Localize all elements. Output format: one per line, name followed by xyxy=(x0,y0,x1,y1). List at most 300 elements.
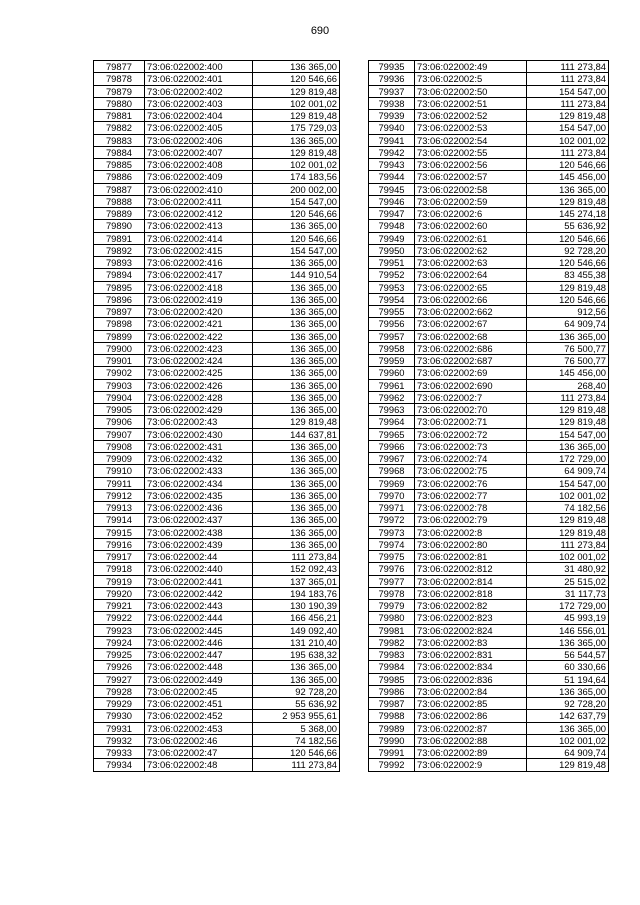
value-cell: 129 819,48 xyxy=(527,404,609,416)
cadastral-number-cell: 73:06:022002:407 xyxy=(145,146,253,158)
row-number-cell: 79924 xyxy=(94,636,145,648)
cadastral-number-cell: 73:06:022002:812 xyxy=(415,563,527,575)
cadastral-number-cell: 73:06:022002:49 xyxy=(415,61,527,73)
cadastral-number-cell: 73:06:022002:442 xyxy=(145,587,253,599)
row-number-cell: 79920 xyxy=(94,587,145,599)
row-number-cell: 79956 xyxy=(369,318,415,330)
row-number-cell: 79940 xyxy=(369,122,415,134)
table-row xyxy=(369,171,609,183)
cadastral-number-cell: 73:06:022002:89 xyxy=(415,747,527,759)
row-number-cell: 79910 xyxy=(94,465,145,477)
value-cell: 102 001,02 xyxy=(527,734,609,746)
row-number-cell: 79913 xyxy=(94,502,145,514)
cadastral-number-cell: 73:06:022002:425 xyxy=(145,367,253,379)
cadastral-number-cell: 73:06:022002:419 xyxy=(145,293,253,305)
row-number-cell: 79921 xyxy=(94,600,145,612)
table-row xyxy=(94,306,340,318)
row-number-cell: 79952 xyxy=(369,269,415,281)
value-cell: 60 330,66 xyxy=(527,661,609,673)
value-cell: 120 546,66 xyxy=(527,293,609,305)
cadastral-number-cell: 73:06:022002:403 xyxy=(145,97,253,109)
cadastral-number-cell: 73:06:022002:823 xyxy=(415,612,527,624)
table-row xyxy=(369,269,609,281)
value-cell: 136 365,00 xyxy=(527,183,609,195)
value-cell: 129 819,48 xyxy=(527,514,609,526)
table-row xyxy=(94,97,340,109)
table-row xyxy=(369,759,609,771)
row-number-cell: 79943 xyxy=(369,159,415,171)
row-number-cell: 79985 xyxy=(369,673,415,685)
cadastral-number-cell: 73:06:022002:437 xyxy=(145,514,253,526)
row-number-cell: 79987 xyxy=(369,698,415,710)
row-number-cell: 79976 xyxy=(369,563,415,575)
value-cell: 129 819,48 xyxy=(527,281,609,293)
cadastral-number-cell: 73:06:022002:836 xyxy=(415,673,527,685)
row-number-cell: 79949 xyxy=(369,232,415,244)
table-row xyxy=(369,330,609,342)
table-row xyxy=(369,428,609,440)
table-row xyxy=(369,232,609,244)
table-row xyxy=(94,171,340,183)
row-number-cell: 79953 xyxy=(369,281,415,293)
cadastral-number-cell: 73:06:022002:434 xyxy=(145,477,253,489)
value-cell: 74 182,56 xyxy=(527,502,609,514)
value-cell: 5 368,00 xyxy=(253,722,340,734)
table-row xyxy=(94,379,340,391)
cadastral-number-cell: 73:06:022002:422 xyxy=(145,330,253,342)
row-number-cell: 79886 xyxy=(94,171,145,183)
row-number-cell: 79969 xyxy=(369,477,415,489)
table-row xyxy=(94,563,340,575)
value-cell: 92 728,20 xyxy=(527,244,609,256)
table-row xyxy=(94,649,340,661)
value-cell: 136 365,00 xyxy=(253,330,340,342)
table-row xyxy=(94,600,340,612)
cadastral-number-cell: 73:06:022002:63 xyxy=(415,257,527,269)
row-number-cell: 79879 xyxy=(94,85,145,97)
row-number-cell: 79974 xyxy=(369,538,415,550)
cadastral-number-cell: 73:06:022002:414 xyxy=(145,232,253,244)
cadastral-number-cell: 73:06:022002:81 xyxy=(415,551,527,563)
cadastral-number-cell: 73:06:022002:409 xyxy=(145,171,253,183)
cadastral-number-cell: 73:06:022002:686 xyxy=(415,342,527,354)
table-row xyxy=(94,551,340,563)
value-cell: 136 365,00 xyxy=(253,538,340,550)
cadastral-number-cell: 73:06:022002:448 xyxy=(145,661,253,673)
cadastral-number-cell: 73:06:022002:75 xyxy=(415,465,527,477)
row-number-cell: 79918 xyxy=(94,563,145,575)
value-cell: 74 182,56 xyxy=(253,734,340,746)
cadastral-number-cell: 73:06:022002:50 xyxy=(415,85,527,97)
cadastral-number-cell: 73:06:022002:60 xyxy=(415,220,527,232)
cadastral-number-cell: 73:06:022002:48 xyxy=(145,759,253,771)
value-cell: 172 729,00 xyxy=(527,600,609,612)
table-row xyxy=(94,722,340,734)
value-cell: 111 273,84 xyxy=(253,759,340,771)
table-row xyxy=(94,195,340,207)
value-cell: 129 819,48 xyxy=(527,195,609,207)
cadastral-number-cell: 73:06:022002:68 xyxy=(415,330,527,342)
value-cell: 142 637,79 xyxy=(527,710,609,722)
table-row xyxy=(94,526,340,538)
table-row xyxy=(369,612,609,624)
table-row xyxy=(94,391,340,403)
table-row xyxy=(369,122,609,134)
row-number-cell: 79884 xyxy=(94,146,145,158)
value-cell: 136 365,00 xyxy=(253,502,340,514)
row-number-cell: 79919 xyxy=(94,575,145,587)
row-number-cell: 79936 xyxy=(369,73,415,85)
cadastral-number-cell: 73:06:022002:426 xyxy=(145,379,253,391)
cadastral-number-cell: 73:06:022002:87 xyxy=(415,722,527,734)
value-cell: 31 117,73 xyxy=(527,587,609,599)
cadastral-number-cell: 73:06:022002:65 xyxy=(415,281,527,293)
table-row xyxy=(369,183,609,195)
cadastral-number-cell: 73:06:022002:416 xyxy=(145,257,253,269)
value-cell: 76 500,77 xyxy=(527,342,609,354)
table-row xyxy=(369,73,609,85)
cadastral-number-cell: 73:06:022002:814 xyxy=(415,575,527,587)
table-row xyxy=(94,502,340,514)
value-cell: 136 365,00 xyxy=(253,465,340,477)
page-number: 690 xyxy=(310,25,330,37)
value-cell: 120 546,66 xyxy=(527,232,609,244)
value-cell: 129 819,48 xyxy=(527,526,609,538)
value-cell: 129 819,48 xyxy=(527,416,609,428)
cadastral-number-cell: 73:06:022002:51 xyxy=(415,97,527,109)
value-cell: 136 365,00 xyxy=(527,440,609,452)
table-row xyxy=(94,514,340,526)
cadastral-number-cell: 73:06:022002:446 xyxy=(145,636,253,648)
row-number-cell: 79962 xyxy=(369,391,415,403)
row-number-cell: 79934 xyxy=(94,759,145,771)
row-number-cell: 79932 xyxy=(94,734,145,746)
value-cell: 136 365,00 xyxy=(253,477,340,489)
value-cell: 131 210,40 xyxy=(253,636,340,648)
cadastral-number-cell: 73:06:022002:424 xyxy=(145,355,253,367)
table-row xyxy=(369,134,609,146)
value-cell: 136 365,00 xyxy=(253,134,340,146)
row-number-cell: 79916 xyxy=(94,538,145,550)
cadastral-number-cell: 73:06:022002:76 xyxy=(415,477,527,489)
cadastral-number-cell: 73:06:022002:80 xyxy=(415,538,527,550)
row-number-cell: 79911 xyxy=(94,477,145,489)
cadastral-number-cell: 73:06:022002:410 xyxy=(145,183,253,195)
row-number-cell: 79977 xyxy=(369,575,415,587)
table-row xyxy=(94,110,340,122)
row-number-cell: 79990 xyxy=(369,734,415,746)
cadastral-number-cell: 73:06:022002:662 xyxy=(415,306,527,318)
value-cell: 137 365,01 xyxy=(253,575,340,587)
value-cell: 120 546,66 xyxy=(527,257,609,269)
row-number-cell: 79944 xyxy=(369,171,415,183)
value-cell: 120 546,66 xyxy=(253,747,340,759)
table-row xyxy=(94,73,340,85)
table-row xyxy=(369,220,609,232)
cadastral-number-cell: 73:06:022002:411 xyxy=(145,195,253,207)
row-number-cell: 79941 xyxy=(369,134,415,146)
table-row xyxy=(94,269,340,281)
row-number-cell: 79915 xyxy=(94,526,145,538)
row-number-cell: 79931 xyxy=(94,722,145,734)
value-cell: 912,56 xyxy=(527,306,609,318)
table-row xyxy=(94,342,340,354)
cadastral-number-cell: 73:06:022002:43 xyxy=(145,416,253,428)
table-row xyxy=(369,379,609,391)
cadastral-number-cell: 73:06:022002:452 xyxy=(145,710,253,722)
row-number-cell: 79964 xyxy=(369,416,415,428)
table-row xyxy=(94,232,340,244)
cadastral-number-cell: 73:06:022002:441 xyxy=(145,575,253,587)
table-row xyxy=(369,526,609,538)
value-cell: 136 365,00 xyxy=(253,391,340,403)
value-cell: 166 456,21 xyxy=(253,612,340,624)
table-row xyxy=(94,244,340,256)
row-number-cell: 79959 xyxy=(369,355,415,367)
table-row xyxy=(94,734,340,746)
cadastral-number-cell: 73:06:022002:83 xyxy=(415,636,527,648)
cadastral-number-cell: 73:06:022002:413 xyxy=(145,220,253,232)
cadastral-number-cell: 73:06:022002:66 xyxy=(415,293,527,305)
cadastral-number-cell: 73:06:022002:433 xyxy=(145,465,253,477)
value-cell: 25 515,02 xyxy=(527,575,609,587)
row-number-cell: 79968 xyxy=(369,465,415,477)
table-row xyxy=(369,661,609,673)
value-cell: 136 365,00 xyxy=(253,257,340,269)
table-row xyxy=(369,416,609,428)
cadastral-number-cell: 73:06:022002:70 xyxy=(415,404,527,416)
value-cell: 64 909,74 xyxy=(527,465,609,477)
value-cell: 136 365,00 xyxy=(527,722,609,734)
value-cell: 154 547,00 xyxy=(527,85,609,97)
cadastral-number-cell: 73:06:022002:818 xyxy=(415,587,527,599)
table-row xyxy=(369,208,609,220)
table-row xyxy=(369,685,609,697)
row-number-cell: 79890 xyxy=(94,220,145,232)
cadastral-number-cell: 73:06:022002:438 xyxy=(145,526,253,538)
row-number-cell: 79933 xyxy=(94,747,145,759)
table-row xyxy=(94,661,340,673)
right-table xyxy=(368,60,609,772)
row-number-cell: 79878 xyxy=(94,73,145,85)
row-number-cell: 79927 xyxy=(94,673,145,685)
value-cell: 145 456,00 xyxy=(527,367,609,379)
value-cell: 136 365,00 xyxy=(253,281,340,293)
row-number-cell: 79896 xyxy=(94,293,145,305)
row-number-cell: 79908 xyxy=(94,440,145,452)
cadastral-number-cell: 73:06:022002:831 xyxy=(415,649,527,661)
row-number-cell: 79961 xyxy=(369,379,415,391)
value-cell: 111 273,84 xyxy=(527,538,609,550)
row-number-cell: 79900 xyxy=(94,342,145,354)
value-cell: 129 819,48 xyxy=(253,85,340,97)
cadastral-number-cell: 73:06:022002:58 xyxy=(415,183,527,195)
cadastral-number-cell: 73:06:022002:8 xyxy=(415,526,527,538)
value-cell: 136 365,00 xyxy=(253,355,340,367)
cadastral-number-cell: 73:06:022002:447 xyxy=(145,649,253,661)
value-cell: 31 480,92 xyxy=(527,563,609,575)
row-number-cell: 79914 xyxy=(94,514,145,526)
row-number-cell: 79957 xyxy=(369,330,415,342)
cadastral-number-cell: 73:06:022002:436 xyxy=(145,502,253,514)
table-row xyxy=(94,281,340,293)
cadastral-number-cell: 73:06:022002:440 xyxy=(145,563,253,575)
cadastral-number-cell: 73:06:022002:824 xyxy=(415,624,527,636)
value-cell: 154 547,00 xyxy=(527,477,609,489)
table-row xyxy=(94,208,340,220)
value-cell: 136 365,00 xyxy=(253,404,340,416)
table-row xyxy=(94,747,340,759)
value-cell: 120 546,66 xyxy=(253,208,340,220)
table-row xyxy=(369,587,609,599)
value-cell: 145 456,00 xyxy=(527,171,609,183)
table-row xyxy=(94,453,340,465)
cadastral-number-cell: 73:06:022002:6 xyxy=(415,208,527,220)
row-number-cell: 79966 xyxy=(369,440,415,452)
cadastral-number-cell: 73:06:022002:449 xyxy=(145,673,253,685)
row-number-cell: 79942 xyxy=(369,146,415,158)
table-row xyxy=(369,318,609,330)
table-row xyxy=(94,759,340,771)
table-row xyxy=(369,575,609,587)
value-cell: 55 636,92 xyxy=(253,698,340,710)
table-row xyxy=(94,293,340,305)
row-number-cell: 79970 xyxy=(369,489,415,501)
value-cell: 200 002,00 xyxy=(253,183,340,195)
row-number-cell: 79901 xyxy=(94,355,145,367)
table-row xyxy=(94,220,340,232)
row-number-cell: 79912 xyxy=(94,489,145,501)
row-number-cell: 79935 xyxy=(369,61,415,73)
table-row xyxy=(369,355,609,367)
cadastral-number-cell: 73:06:022002:451 xyxy=(145,698,253,710)
row-number-cell: 79948 xyxy=(369,220,415,232)
value-cell: 136 365,00 xyxy=(253,440,340,452)
row-number-cell: 79982 xyxy=(369,636,415,648)
row-number-cell: 79880 xyxy=(94,97,145,109)
row-number-cell: 79975 xyxy=(369,551,415,563)
table-row xyxy=(369,551,609,563)
table-row xyxy=(94,404,340,416)
value-cell: 136 365,00 xyxy=(253,514,340,526)
cadastral-number-cell: 73:06:022002:423 xyxy=(145,342,253,354)
value-cell: 195 638,32 xyxy=(253,649,340,661)
table-row xyxy=(369,563,609,575)
value-cell: 83 455,38 xyxy=(527,269,609,281)
value-cell: 111 273,84 xyxy=(527,73,609,85)
cadastral-number-cell: 73:06:022002:401 xyxy=(145,73,253,85)
value-cell: 120 546,66 xyxy=(253,232,340,244)
value-cell: 136 365,00 xyxy=(253,379,340,391)
table-row xyxy=(94,318,340,330)
cadastral-number-cell: 73:06:022002:71 xyxy=(415,416,527,428)
cadastral-number-cell: 73:06:022002:62 xyxy=(415,244,527,256)
cadastral-number-cell: 73:06:022002:443 xyxy=(145,600,253,612)
table-row xyxy=(369,61,609,73)
table-row xyxy=(369,465,609,477)
cadastral-number-cell: 73:06:022002:9 xyxy=(415,759,527,771)
cadastral-number-cell: 73:06:022002:44 xyxy=(145,551,253,563)
row-number-cell: 79883 xyxy=(94,134,145,146)
row-number-cell: 79992 xyxy=(369,759,415,771)
value-cell: 136 365,00 xyxy=(253,453,340,465)
value-cell: 76 500,77 xyxy=(527,355,609,367)
table-row xyxy=(94,367,340,379)
table-row xyxy=(369,489,609,501)
value-cell: 136 365,00 xyxy=(253,367,340,379)
cadastral-number-cell: 73:06:022002:69 xyxy=(415,367,527,379)
table-row xyxy=(94,636,340,648)
cadastral-number-cell: 73:06:022002:5 xyxy=(415,73,527,85)
table-row xyxy=(94,257,340,269)
value-cell: 102 001,02 xyxy=(527,134,609,146)
row-number-cell: 79923 xyxy=(94,624,145,636)
value-cell: 102 001,02 xyxy=(253,159,340,171)
cadastral-number-cell: 73:06:022002:406 xyxy=(145,134,253,146)
value-cell: 136 365,00 xyxy=(527,636,609,648)
table-row xyxy=(94,587,340,599)
value-cell: 154 547,00 xyxy=(253,244,340,256)
row-number-cell: 79945 xyxy=(369,183,415,195)
row-number-cell: 79947 xyxy=(369,208,415,220)
value-cell: 102 001,02 xyxy=(253,97,340,109)
cadastral-number-cell: 73:06:022002:418 xyxy=(145,281,253,293)
cadastral-number-cell: 73:06:022002:77 xyxy=(415,489,527,501)
table-row xyxy=(369,673,609,685)
value-cell: 129 819,48 xyxy=(253,416,340,428)
cadastral-number-cell: 73:06:022002:82 xyxy=(415,600,527,612)
row-number-cell: 79930 xyxy=(94,710,145,722)
row-number-cell: 79937 xyxy=(369,85,415,97)
cadastral-number-cell: 73:06:022002:84 xyxy=(415,685,527,697)
value-cell: 129 819,48 xyxy=(253,146,340,158)
row-number-cell: 79967 xyxy=(369,453,415,465)
table-row xyxy=(369,367,609,379)
row-number-cell: 79984 xyxy=(369,661,415,673)
table-row xyxy=(369,734,609,746)
table-row xyxy=(94,330,340,342)
table-row xyxy=(94,134,340,146)
value-cell: 136 365,00 xyxy=(253,526,340,538)
table-row xyxy=(369,97,609,109)
cadastral-number-cell: 73:06:022002:834 xyxy=(415,661,527,673)
cadastral-number-cell: 73:06:022002:453 xyxy=(145,722,253,734)
value-cell: 102 001,02 xyxy=(527,551,609,563)
table-row xyxy=(94,673,340,685)
cadastral-number-cell: 73:06:022002:412 xyxy=(145,208,253,220)
cadastral-number-cell: 73:06:022002:428 xyxy=(145,391,253,403)
row-number-cell: 79902 xyxy=(94,367,145,379)
row-number-cell: 79888 xyxy=(94,195,145,207)
value-cell: 145 274,18 xyxy=(527,208,609,220)
cadastral-number-cell: 73:06:022002:47 xyxy=(145,747,253,759)
left-table xyxy=(93,60,340,772)
row-number-cell: 79929 xyxy=(94,698,145,710)
table-row xyxy=(369,110,609,122)
table-row xyxy=(369,453,609,465)
row-number-cell: 79926 xyxy=(94,661,145,673)
table-row xyxy=(369,477,609,489)
table-row xyxy=(94,685,340,697)
table-row xyxy=(369,257,609,269)
table-row xyxy=(94,183,340,195)
cadastral-number-cell: 73:06:022002:57 xyxy=(415,171,527,183)
cadastral-number-cell: 73:06:022002:400 xyxy=(145,61,253,73)
row-number-cell: 79898 xyxy=(94,318,145,330)
cadastral-number-cell: 73:06:022002:85 xyxy=(415,698,527,710)
row-number-cell: 79954 xyxy=(369,293,415,305)
value-cell: 111 273,84 xyxy=(527,146,609,158)
